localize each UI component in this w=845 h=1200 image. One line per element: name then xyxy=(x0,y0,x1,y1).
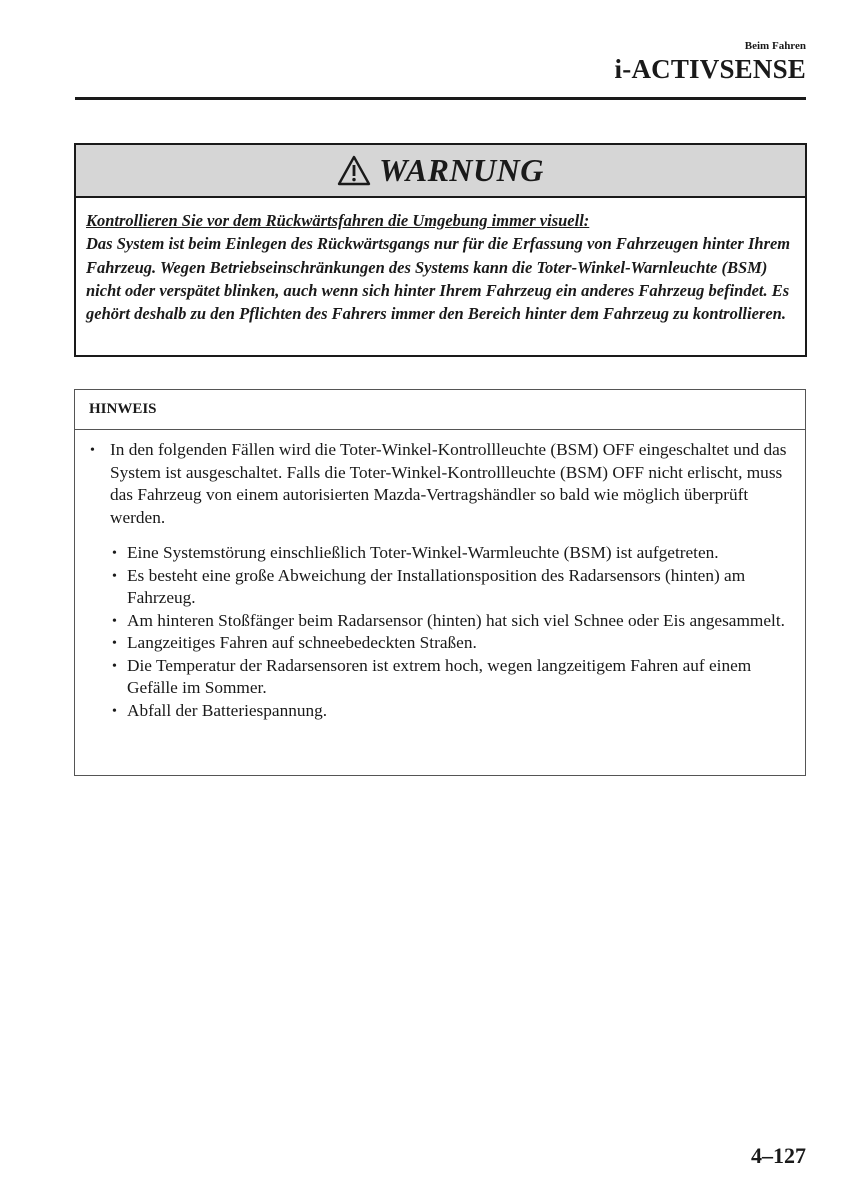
warning-triangle-icon xyxy=(337,155,371,187)
list-item xyxy=(112,655,791,700)
bullet-icon: • xyxy=(90,443,95,458)
warning-lead: Kontrollieren Sie vor dem Rückwärtsfahren die Umgebung immer visuell: xyxy=(86,211,590,230)
list-item xyxy=(112,610,791,633)
bullet-icon: • xyxy=(112,658,117,674)
bullet-icon: • xyxy=(112,636,117,651)
section-title: Beim Fahren xyxy=(744,40,806,52)
note-main-item xyxy=(90,439,791,529)
list-item xyxy=(112,700,791,723)
bullet-icon: • xyxy=(112,703,117,719)
bullet-icon: • xyxy=(112,613,117,629)
list-item-text: Abfall der Batteriespannung. xyxy=(127,700,328,720)
note-title: HINWEIS xyxy=(75,390,805,430)
bullet-icon: • xyxy=(112,568,117,584)
warning-box xyxy=(74,143,807,357)
list-item-text: Langzeitiges Fahren auf schneebedeckten Straßen. xyxy=(127,633,477,652)
list-item xyxy=(112,565,791,610)
note-box xyxy=(74,389,806,776)
warning-header xyxy=(76,145,805,198)
list-item xyxy=(112,632,791,655)
list-item xyxy=(112,542,791,565)
list-item-text: Die Temperatur der Radarsensoren ist extrem hoch, wegen langzeitigem Fahren auf einem Gefälle im Sommer. xyxy=(127,655,752,697)
note-body xyxy=(75,439,805,722)
list-item-text: Am hinteren Stoßfänger beim Radarsensor (hinten) hat sich viel Schnee oder Eis angesammelt. xyxy=(127,610,785,630)
warning-text xyxy=(76,198,805,325)
warning-title: WARNUNG xyxy=(379,152,544,188)
list-item-text: Es besteht eine große Abweichung der Installationsposition des Radarsensors (hinten) am Fahrzeug. xyxy=(127,565,746,607)
list-item-text: Eine Systemstörung einschließlich Toter-Winkel-Warmleuchte (BSM) ist aufgetreten. xyxy=(127,543,719,562)
warning-body: Das System ist beim Einlegen des Rückwärtsgangs nur für die Erfassung von Fahrzeugen hinter Ihrem Fahrzeug. Wegen Betriebseinschränkungen des Systems kann die Toter-Winkel-Warnleuchte (BSM) nicht oder verspätet blinken, auch wenn sich hinter Ihrem Fahrzeug ein anderes Fahrzeug befindet. Es gehört deshalb zu den Pflichten des Fahrers immer den Bereich hinter dem Fahrzeug zu kontrollieren. xyxy=(86,234,791,324)
note-main-text: In den folgenden Fällen wird die Toter-Winkel-Kontrollleuchte (BSM) OFF eingeschaltet und das System ist ausgeschaltet. Falls die Toter-Winkel-Kontrollleuchte (BSM) OFF nicht erlischt, muss das Fahrzeug von einem autorisierten Mazda-Vertragshändler so bald wie möglich überprüft werden. xyxy=(110,440,787,527)
page-number: 4–127 xyxy=(751,1143,806,1168)
bullet-icon: • xyxy=(112,546,117,561)
chapter-title: i-ACTIVSENSE xyxy=(614,54,806,84)
note-sublist xyxy=(75,542,805,722)
header-rule xyxy=(75,97,806,100)
